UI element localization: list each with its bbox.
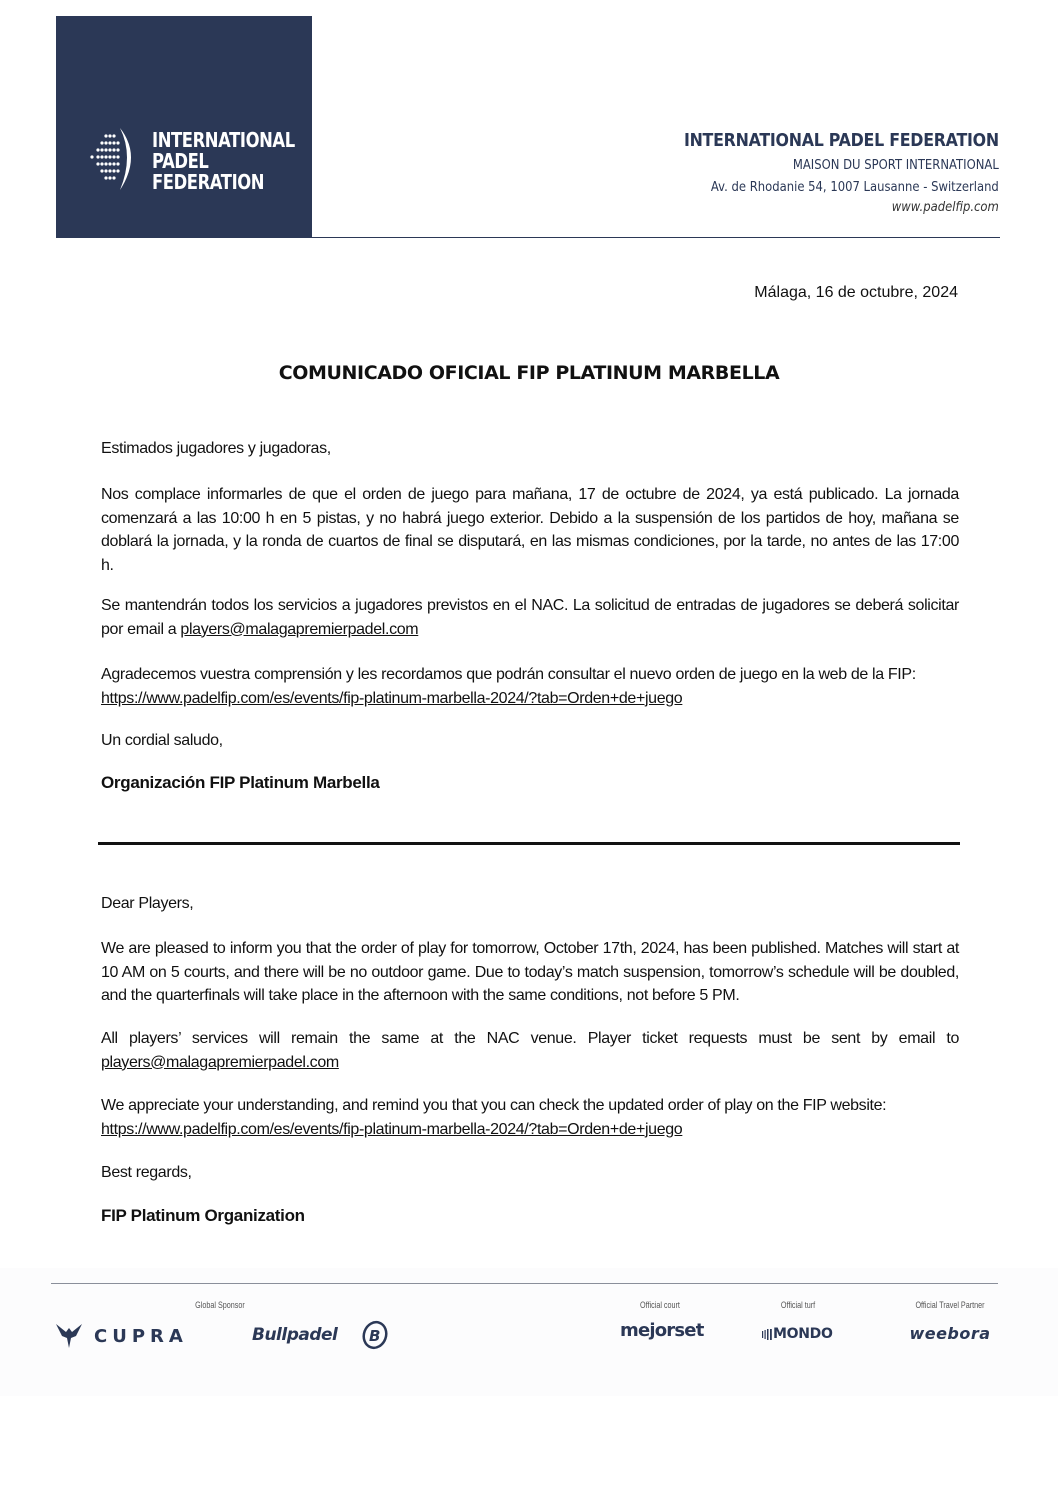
global-sponsor-label: Global Sponsor xyxy=(195,1300,245,1310)
svg-text:B: B xyxy=(369,1327,381,1345)
language-separator xyxy=(98,842,960,845)
sponsor-name: Bullpadel xyxy=(252,1325,338,1345)
closing-text: Best regards, xyxy=(101,1164,192,1181)
official-turf-label: Official turf xyxy=(780,1300,816,1310)
address-line-1: MAISON DU SPORT INTERNATIONAL xyxy=(793,157,999,173)
greeting-text: Estimados jugadores y jugadoras, xyxy=(101,440,331,457)
closing-en xyxy=(101,1161,959,1185)
mejorset-logo: mejorset xyxy=(620,1320,704,1341)
header-divider xyxy=(312,237,1000,238)
sponsor-name: MONDO xyxy=(773,1326,833,1342)
cupra-logo xyxy=(54,1322,216,1350)
logo-line: FEDERATION xyxy=(152,170,265,194)
signature-en: FIP Platinum Organization xyxy=(101,1206,305,1225)
address-line-2: Av. de Rhodanie 54, 1007 Lausanne - Switzerland xyxy=(711,179,999,195)
mondo-logo xyxy=(762,1326,842,1344)
greeting-es xyxy=(101,437,959,461)
email-link[interactable]: players@malagapremierpadel.com xyxy=(101,1053,339,1071)
mondo-bars-icon xyxy=(762,1329,772,1340)
paragraph-text: We are pleased to inform you that the order of play for tomorrow, October 17th, 2024, has been published. Matches will start at 10 AM on 5 courts, and there will be no outdoor game. Due to today’s match suspension, tomorrow’s schedule will be doubled, and the quarterfinals will take place in the afternoon with the same conditions, not before 5 PM. xyxy=(101,940,959,1004)
document-title: COMUNICADO OFICIAL FIP PLATINUM MARBELLA xyxy=(278,362,780,384)
org-name: INTERNATIONAL PADEL FEDERATION xyxy=(684,130,999,151)
bullpadel-logo xyxy=(252,1320,392,1352)
closing-es xyxy=(101,729,959,753)
travel-partner-label: Official Travel Partner xyxy=(915,1300,985,1310)
paragraph-text: Se mantendrán todos los servicios a jugadores previstos en el NAC. La solicitud de entradas de jugadores se deberá solicitar por email a xyxy=(101,597,959,638)
letter-date: Málaga, 16 de octubre, 2024 xyxy=(754,284,958,301)
cupra-emblem-icon xyxy=(54,1322,84,1350)
email-link[interactable]: players@malagapremierpadel.com xyxy=(180,620,419,638)
fip-logo-text xyxy=(152,130,295,193)
bullpadel-b-emblem-icon xyxy=(360,1320,390,1350)
paragraph-text: We appreciate your understanding, and remind you that you can check the updated order of play on the FIP website: xyxy=(101,1097,887,1114)
order-of-play-link[interactable]: https://www.padelfip.com/es/events/fip-platinum-marbella-2024/?tab=Orden+de+juego xyxy=(101,1120,683,1138)
paragraph-text: Agradecemos vuestra comprensión y les recordamos que podrán consultar el nuevo orden de juego en la web de la FIP: xyxy=(101,666,916,683)
greeting-en xyxy=(101,892,959,916)
signature-es: Organización FIP Platinum Marbella xyxy=(101,773,380,792)
greeting-text: Dear Players, xyxy=(101,895,194,912)
logo-line: INTERNATIONAL xyxy=(152,128,295,152)
sponsor-name: CUPRA xyxy=(94,1326,188,1347)
letterhead-address xyxy=(641,130,999,215)
website-link[interactable]: www.padelfip.com xyxy=(891,199,999,215)
footer-divider xyxy=(51,1283,998,1284)
paragraph-text: All players’ services will remain the same at the NAC venue. Player ticket requests must be sent by email to xyxy=(101,1030,959,1047)
paragraph-es-3 xyxy=(101,663,959,710)
paragraph-text: Nos complace informarles de que el orden de juego para mañana, 17 de octubre de 2024, ya está publicado. La jornada comenzará a las 10:00 h en 5 pistas, y no habrá juego exterior. Debido a la suspensión de los partidos de hoy, mañana se doblará la jornada, y la ronda de cuartos de final se disputará, en las mismas condiciones, por la tarde, no antes de las 17:00 h. xyxy=(101,486,959,574)
paragraph-en-3 xyxy=(101,1094,959,1141)
official-court-label: Official court xyxy=(640,1300,680,1310)
logo-line: PADEL xyxy=(152,149,209,173)
closing-text: Un cordial saludo, xyxy=(101,732,223,749)
paragraph-es-1 xyxy=(101,483,959,577)
paragraph-es-2 xyxy=(101,594,959,641)
order-of-play-link[interactable]: https://www.padelfip.com/es/events/fip-platinum-marbella-2024/?tab=Orden+de+juego xyxy=(101,689,683,707)
weebora-logo: weebora xyxy=(909,1324,991,1343)
padel-racket-icon xyxy=(86,126,136,196)
paragraph-en-2 xyxy=(101,1027,959,1074)
paragraph-en-1 xyxy=(101,937,959,1008)
fip-logo-block xyxy=(56,16,312,238)
